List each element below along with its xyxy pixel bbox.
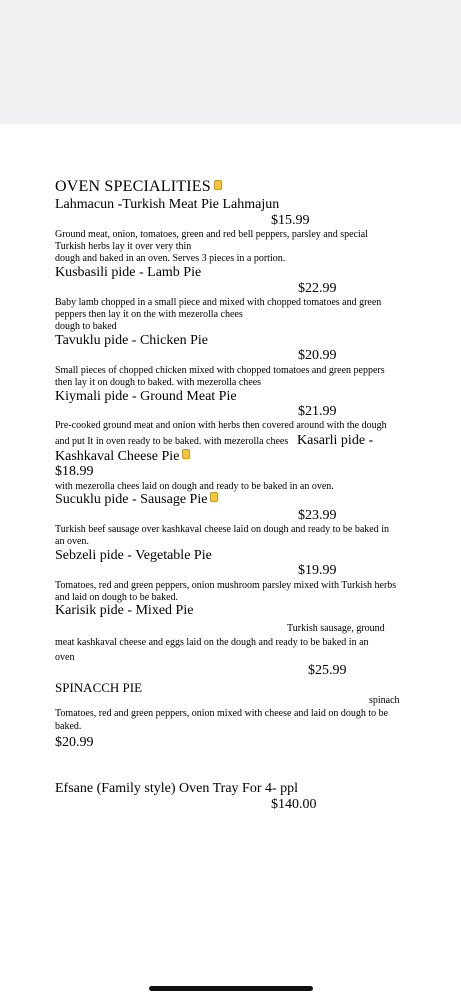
item-kasarli-name-part2-wrap <box>55 449 190 465</box>
item-sucuklu-price: $23.99 <box>298 508 337 523</box>
item-kasarli-price: $18.99 <box>55 464 94 479</box>
item-karisik-desc-2: meat kashkaval cheese and eggs laid on the dough and ready to be baked in an <box>55 637 369 648</box>
item-karisik-price: $25.99 <box>308 663 347 678</box>
item-sucuklu-name: Sucuklu pide - Sausage Pie <box>55 492 208 507</box>
item-lahmacun-price: $15.99 <box>271 213 310 228</box>
item-karisik-name: Karisik pide - Mixed Pie <box>55 603 194 618</box>
menu-heading-text: OVEN SPECIALITIES <box>55 178 211 195</box>
item-lahmacun-desc-1: Ground meat, onion, tomatoes, green and red bell peppers, parsley and special <box>55 229 368 240</box>
item-sucuklu-name-wrap <box>55 492 218 508</box>
item-tavuklu-price: $20.99 <box>298 348 337 363</box>
item-kusbasili-desc-2: peppers then lay it on the with mezerolla chees <box>55 309 243 320</box>
item-karisik-desc-3: oven <box>55 652 75 663</box>
item-lahmacun-desc-3: dough and baked in an oven. Serves 3 pieces in a portion. <box>55 253 286 264</box>
item-spinach-price: $20.99 <box>55 735 94 750</box>
item-lahmacun-desc-2: Turkish herbs lay it over very thin <box>55 241 192 252</box>
item-tavuklu-desc-1: Small pieces of chopped chicken mixed with chopped tomatoes and green peppers <box>55 365 385 376</box>
item-kusbasili-desc-1: Baby lamb chopped in a small piece and mixed with chopped tomatoes and green <box>55 297 382 308</box>
item-kasarli-desc-1: with mezerolla chees laid on dough and ready to be baked in an oven. <box>55 481 334 492</box>
cheese-emoji-icon <box>214 180 222 190</box>
item-kiymali-price: $21.99 <box>298 404 337 419</box>
item-kusbasili-name: Kusbasili pide - Lamb Pie <box>55 265 202 280</box>
item-kusbasili-price: $22.99 <box>298 281 337 296</box>
item-kasarli-name-part2: Kashkaval Cheese Pie <box>55 449 180 464</box>
item-efsane-price: $140.00 <box>271 797 317 812</box>
item-lahmacun-name: Lahmacun -Turkish Meat Pie Lahmajun <box>55 197 280 212</box>
cheese-emoji-icon <box>182 449 190 459</box>
item-efsane-name: Efsane (Family style) Oven Tray For 4- ppl <box>55 781 299 796</box>
item-sebzeli-desc-2: and laid on dough to be baked. <box>55 592 179 603</box>
item-kiymali-desc-1: Pre-cooked ground meat and onion with herbs then covered around with the dough <box>55 420 387 431</box>
item-kusbasili-desc-3: dough to baked <box>55 321 117 332</box>
item-kasarli-name-part1: Kasarli pide - <box>297 433 374 448</box>
item-sucuklu-desc-1: Turkish beef sausage over kashkaval cheese laid on dough and ready to be baked in <box>55 524 389 535</box>
item-sebzeli-desc-1: Tomatoes, red and green peppers, onion mushroom parsley mixed with Turkish herbs <box>55 580 397 591</box>
item-spinach-desc-1: spinach <box>369 695 400 706</box>
item-karisik-desc-1: Turkish sausage, ground <box>287 623 385 634</box>
item-sebzeli-price: $19.99 <box>298 563 337 578</box>
item-tavuklu-desc-2: then lay it on dough to baked. with mezerolla chees <box>55 377 262 388</box>
item-sucuklu-desc-2: an oven. <box>55 536 89 547</box>
item-kiymali-desc-2: and put It in oven ready to be baked. with mezerolla chees <box>55 436 289 447</box>
home-indicator[interactable] <box>149 986 313 991</box>
item-spinach-name: SPINACCH PIE <box>55 680 143 695</box>
item-kiymali-name: Kiymali pide - Ground Meat Pie <box>55 389 237 404</box>
item-spinach-desc-2: Tomatoes, red and green peppers, onion mixed with cheese and laid on dough to be <box>55 708 389 719</box>
top-status-area <box>0 0 461 124</box>
cheese-emoji-icon <box>210 492 218 502</box>
item-sebzeli-name: Sebzeli pide - Vegetable Pie <box>55 548 212 563</box>
item-spinach-desc-3: baked. <box>55 721 82 732</box>
item-tavuklu-name: Tavuklu pide - Chicken Pie <box>55 333 208 348</box>
menu-heading <box>55 178 222 196</box>
